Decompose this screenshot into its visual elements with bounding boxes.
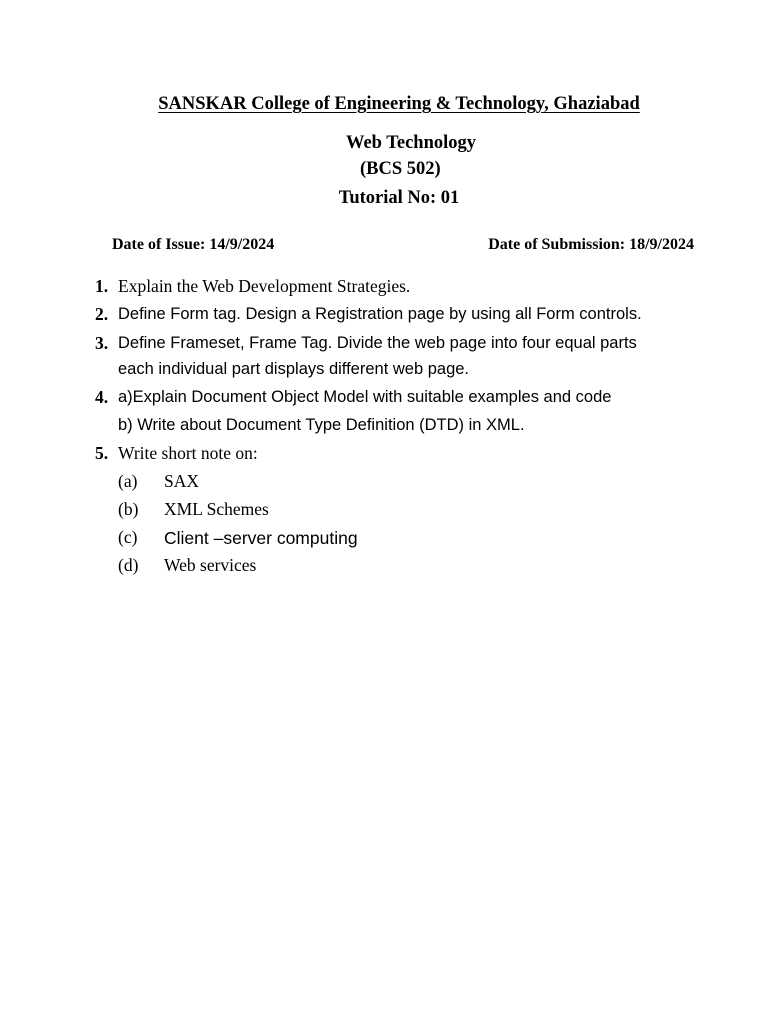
sub-item-letter: (a) [118,471,138,491]
sub-item-text: Client –server computing [164,528,358,548]
question-text-part-a: a)Explain Document Object Model with suitable examples and code [118,388,612,406]
course-code: (BCS 502) [360,159,441,179]
tutorial-number: Tutorial No: 01 [338,188,460,208]
sub-item-letter: (d) [118,555,139,575]
question-text: Write short note on: [118,443,258,463]
question-number: 4. [95,387,109,407]
date-of-submission: Date of Submission: 18/9/2024 [488,236,694,253]
question-number: 2. [95,304,109,324]
question-text-part-b: b) Write about Document Type Definition (DTD) in XML. [118,416,525,434]
question-number: 3. [95,333,109,353]
sub-item-text: Web services [164,555,257,575]
sub-item-letter: (c) [118,527,138,547]
question-number: 1. [95,276,109,296]
sub-item-text: SAX [164,471,200,491]
question-text: Define Frameset, Frame Tag. Divide the web page into four equal parts [118,334,637,352]
date-of-issue: Date of Issue: 14/9/2024 [112,236,275,253]
sub-item-letter: (b) [118,499,139,519]
question-number: 5. [95,443,109,463]
question-text: Explain the Web Development Strategies. [118,276,411,296]
sub-item-text: XML Schemes [164,499,269,519]
question-text-continued: each individual part displays different web page. [118,360,470,378]
course-title: Web Technology [345,133,477,153]
question-text: Define Form tag. Design a Registration page by using all Form controls. [118,305,642,323]
college-title: SANSKAR College of Engineering & Technology, Ghaziabad [158,94,640,114]
